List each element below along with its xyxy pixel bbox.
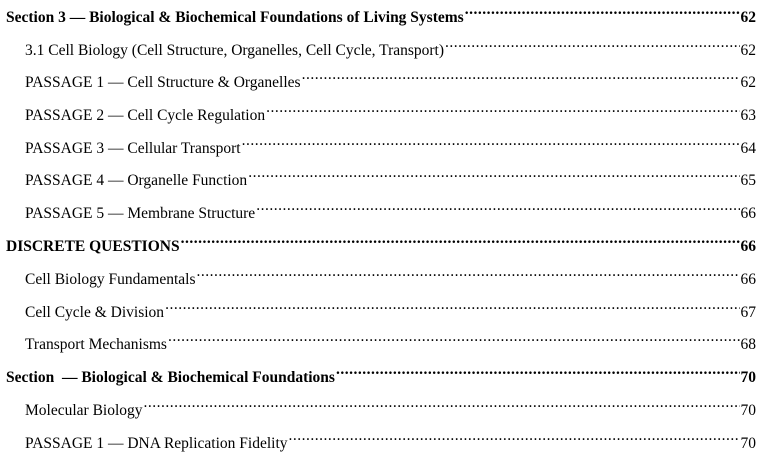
toc-entry[interactable] <box>25 299 756 322</box>
toc-dot-leader <box>197 266 740 284</box>
toc-dot-leader <box>181 233 740 251</box>
toc-entry-title: Molecular Biology <box>25 402 143 419</box>
toc-entry-title: 3.1 Cell Biology (Cell Structure, Organelles, Cell Cycle, Transport) <box>25 42 445 59</box>
toc-entry-title: PASSAGE 2 — Cell Cycle Regulation <box>25 107 266 124</box>
toc-entry-title: DISCRETE QUESTIONS <box>6 238 180 255</box>
toc-entry-page: 66 <box>740 205 756 222</box>
toc-entry-title: PASSAGE 4 — Organelle Function <box>25 172 248 189</box>
toc-entry[interactable] <box>6 364 756 387</box>
toc-entry[interactable] <box>25 430 756 453</box>
toc-entry[interactable] <box>25 37 756 60</box>
toc-dot-leader <box>465 4 740 22</box>
toc-entry-page: 62 <box>740 42 756 59</box>
toc-entry-page: 62 <box>740 74 756 91</box>
toc-dot-leader <box>445 37 739 55</box>
toc-entry[interactable] <box>25 200 756 223</box>
toc-entry-page: 70 <box>740 402 756 419</box>
toc-dot-leader <box>289 430 740 448</box>
toc-entry-title: Transport Mechanisms <box>25 336 167 353</box>
toc-entry-title: Section — Biological & Biochemical Foundations <box>6 369 335 386</box>
toc-dot-leader <box>165 299 739 317</box>
toc-entry-page: 70 <box>740 369 756 386</box>
toc-entry[interactable] <box>25 331 756 354</box>
toc-entry-title: Section 3 — Biological & Biochemical Foundations of Living Systems <box>6 9 464 26</box>
toc-entry-page: 65 <box>740 172 756 189</box>
toc-dot-leader <box>266 102 739 120</box>
toc-entry-page: 64 <box>740 140 756 157</box>
toc-entry-title: PASSAGE 1 — Cell Structure & Organelles <box>25 74 301 91</box>
toc-entry[interactable] <box>25 69 756 92</box>
toc-entry[interactable] <box>25 266 756 289</box>
toc-entry-title: PASSAGE 3 — Cellular Transport <box>25 140 241 157</box>
toc-entry-page: 68 <box>740 336 756 353</box>
toc-entry[interactable] <box>25 397 756 420</box>
toc-dot-leader <box>302 69 740 87</box>
toc-entry[interactable] <box>6 233 756 256</box>
toc-entry[interactable] <box>6 4 756 27</box>
toc-entry[interactable] <box>25 135 756 158</box>
toc-entry-title: Cell Cycle & Division <box>25 304 165 321</box>
toc-dot-leader <box>242 135 740 153</box>
toc-entry-page: 70 <box>740 435 756 452</box>
toc-entry-title: Cell Biology Fundamentals <box>25 271 196 288</box>
toc-dot-leader <box>144 397 740 415</box>
toc-entry-title: PASSAGE 1 — DNA Replication Fidelity <box>25 435 288 452</box>
toc-entry-page: 66 <box>740 238 756 255</box>
toc-entry-title: PASSAGE 5 — Membrane Structure <box>25 205 256 222</box>
toc-dot-leader <box>248 167 739 185</box>
toc-entry-page: 63 <box>740 107 756 124</box>
toc-entry[interactable] <box>25 167 756 190</box>
toc-dot-leader <box>168 331 740 349</box>
toc-entry-page: 67 <box>740 304 756 321</box>
toc-dot-leader <box>256 200 739 218</box>
toc-entry-page: 62 <box>740 9 756 26</box>
toc-entry[interactable] <box>25 102 756 125</box>
toc-entry-page: 66 <box>740 271 756 288</box>
toc-dot-leader <box>336 364 740 382</box>
